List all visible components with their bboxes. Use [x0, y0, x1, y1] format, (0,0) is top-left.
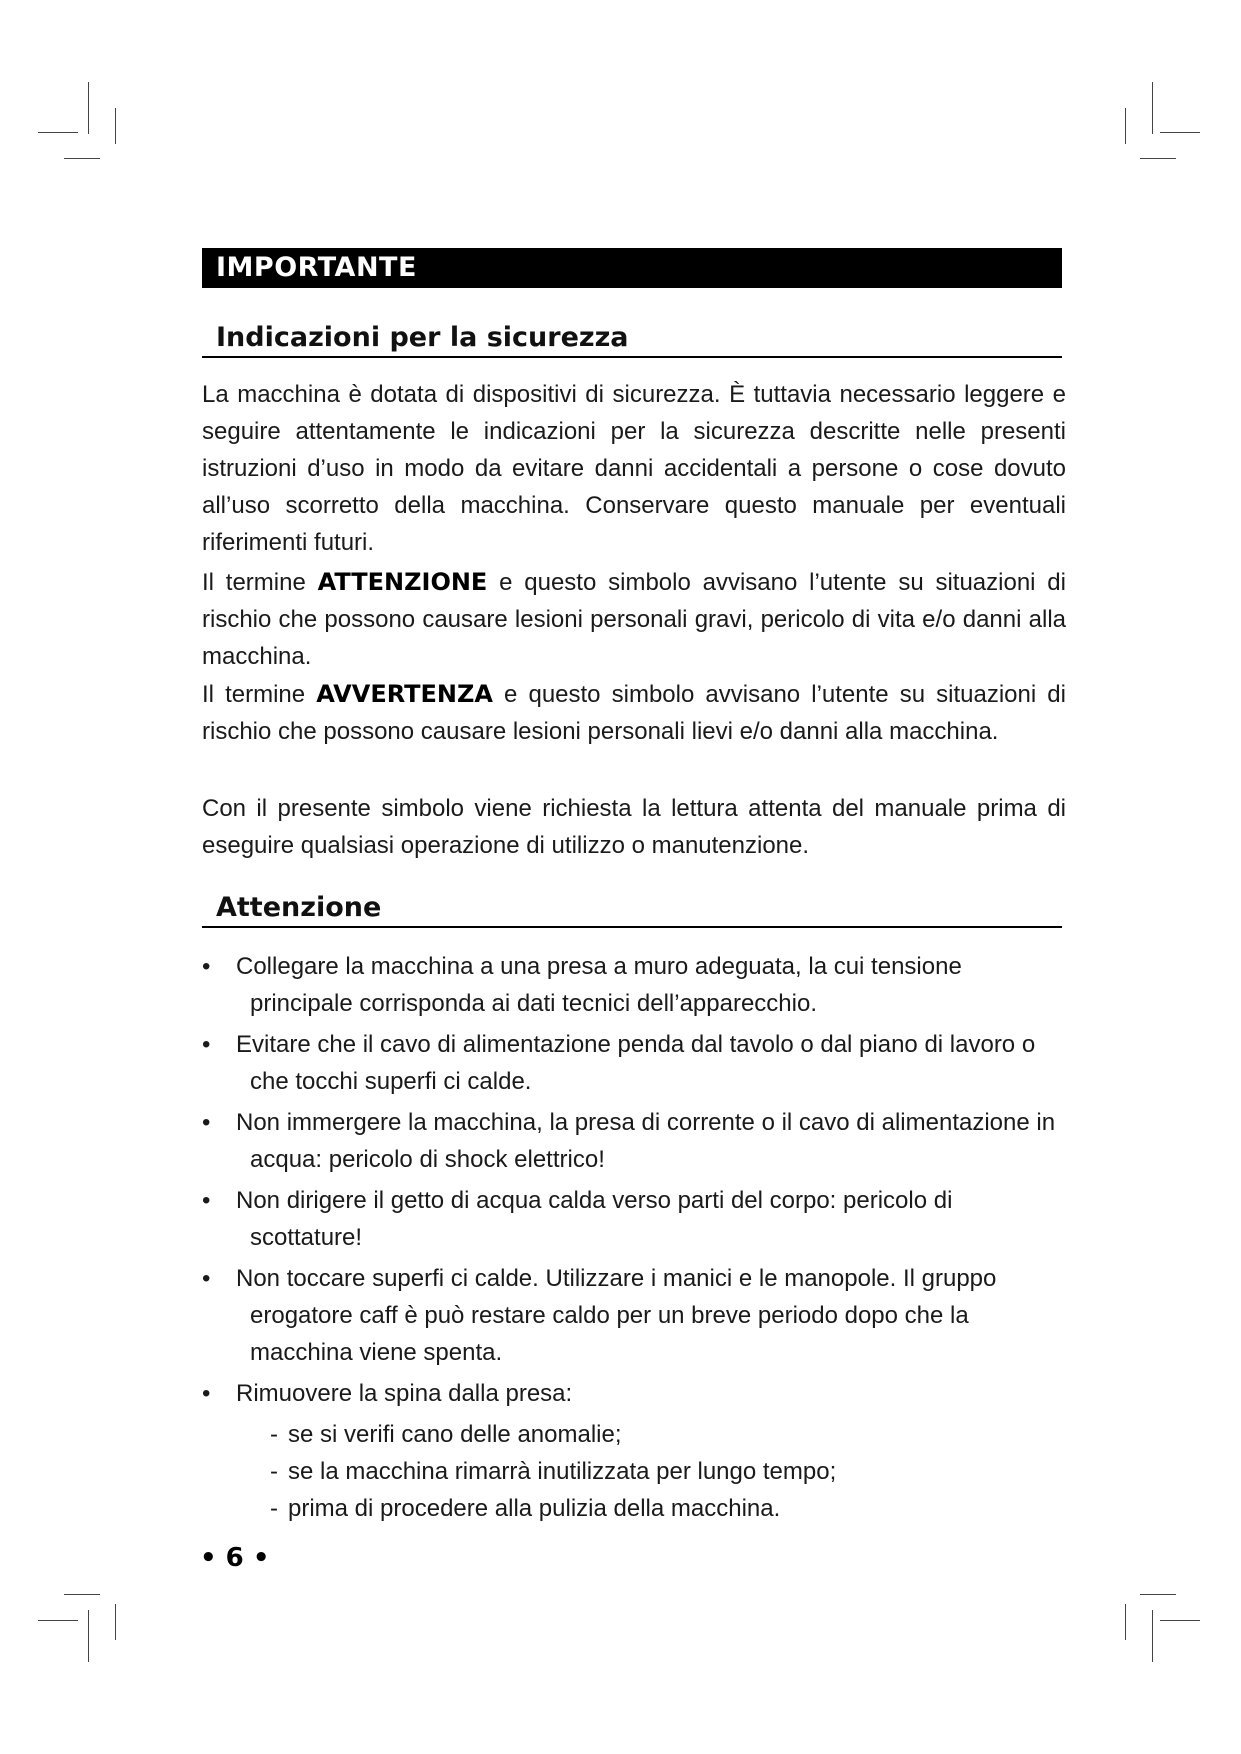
unplug-conditions-list — [236, 1416, 1066, 1527]
crop-mark — [38, 1620, 78, 1621]
crop-mark — [1125, 108, 1126, 144]
crop-mark — [88, 1610, 89, 1662]
list-item: • Rimuovere la spina dalla presa: - se si verifi cano delle anomalie; - se la macchina rimarrà inutilizzata per lungo tempo; - prima di procedere alla pulizia della macchina. — [202, 1375, 1066, 1527]
sub-list-item: - prima di procedere alla pulizia della macchina. — [236, 1490, 1066, 1527]
list-item: • Non immergere la macchina, la presa di corrente o il cavo di alimentazione in acqua: pericolo di shock elettrico! — [202, 1104, 1066, 1178]
crop-mark — [1152, 1610, 1153, 1662]
attention-suffix: e questo simbolo avvisano l’utente su situazioni di rischio che possono causare lesioni personali gravi, pericolo di vita e/o danni alla macchina. — [202, 569, 1066, 670]
sub-list-item: - se si verifi cano delle anomalie; — [236, 1416, 1066, 1453]
crop-mark — [64, 1594, 100, 1595]
important-banner: IMPORTANTE — [202, 248, 1062, 288]
safety-section-heading: Indicazioni per la sicurezza — [202, 318, 1062, 358]
attention-definition-paragraph — [202, 564, 1066, 675]
attention-section-heading: Attenzione — [202, 888, 1062, 928]
list-item: • Evitare che il cavo di alimentazione penda dal tavolo o dal piano di lavoro o che tocchi superfi ci calde. — [202, 1026, 1066, 1100]
safety-intro-paragraph: La macchina è dotata di dispositivi di sicurezza. È tuttavia necessario leggere e seguire attentamente le indicazioni per la sicurezza descritte nelle presenti istruzioni d’uso in modo da evitare danni accidentali a persone o cose dovuto all’uso scorretto della macchina. Conservare questo manuale per eventuali riferimenti futuri. — [202, 381, 1066, 556]
attention-bullet-list — [202, 948, 1066, 1531]
page-number: • 6 • — [200, 1543, 270, 1573]
crop-mark — [1125, 1604, 1126, 1640]
attention-prefix: Il termine — [202, 569, 306, 596]
warning-prefix: Il termine — [202, 681, 306, 708]
warning-keyword: AVVERTENZA — [316, 680, 493, 708]
crop-mark — [1152, 82, 1153, 134]
list-item: • Collegare la macchina a una presa a muro adeguata, la cui tensione principale corrisponda ai dati tecnici dell’apparecchio. — [202, 948, 1066, 1022]
warning-definition-paragraph — [202, 676, 1066, 750]
crop-mark — [115, 1604, 116, 1640]
crop-mark — [88, 82, 89, 134]
crop-mark — [115, 108, 116, 144]
crop-mark — [1140, 158, 1176, 159]
crop-mark — [1160, 1620, 1200, 1621]
list-item: • Non toccare superfi ci calde. Utilizzare i manici e le manopole. Il gruppo erogatore caff è può restare caldo per un breve periodo dopo che la macchina viene spenta. — [202, 1260, 1066, 1371]
list-item: • Non dirigere il getto di acqua calda verso parti del corpo: pericolo di scottature! — [202, 1182, 1066, 1256]
crop-mark — [64, 158, 100, 159]
warning-suffix: e questo simbolo avvisano l’utente su situazioni di rischio che possono causare lesioni personali lievi e/o danni alla macchina. — [202, 681, 1066, 745]
crop-mark — [1140, 1594, 1176, 1595]
manual-note-paragraph: Con il presente simbolo viene richiesta la lettura attenta del manuale prima di eseguire qualsiasi operazione di utilizzo o manutenzione. — [202, 795, 1066, 859]
attention-keyword: ATTENZIONE — [317, 568, 488, 596]
crop-mark — [38, 132, 78, 133]
crop-mark — [1160, 132, 1200, 133]
sub-list-item: - se la macchina rimarrà inutilizzata per lungo tempo; — [236, 1453, 1066, 1490]
